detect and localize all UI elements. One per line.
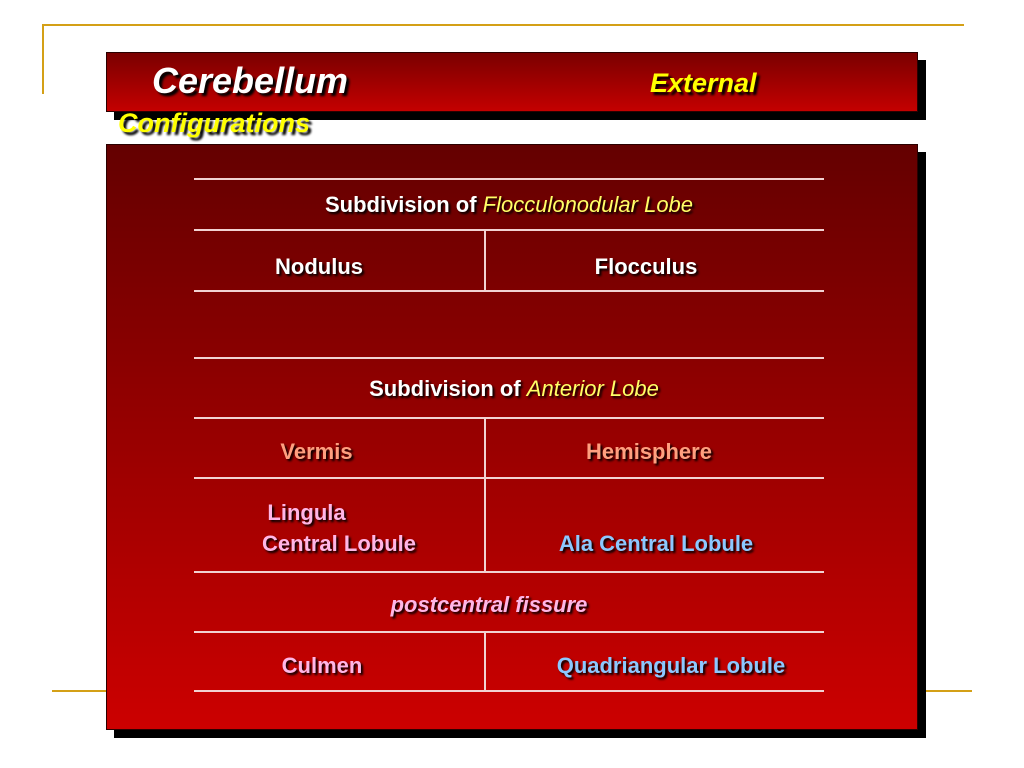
- slide-title: Cerebellum: [152, 60, 349, 101]
- quadriangular-lobule-cell: Quadriangular Lobule: [556, 653, 786, 678]
- nodulus-cell: Nodulus: [275, 254, 363, 279]
- ala-central-lobule-cell: Ala Central Lobule: [558, 531, 754, 556]
- flocculus-cell: Flocculus: [594, 254, 698, 279]
- slide-subtitle-line2: Configurations: [118, 108, 310, 138]
- lobe-name: Flocculonodular Lobe: [482, 192, 694, 217]
- postcentral-fissure-cell: postcentral fissure: [390, 592, 588, 617]
- table-rule: [194, 690, 824, 692]
- table-rule: [194, 229, 824, 231]
- table-rule: [194, 631, 824, 633]
- lingula-cell: Lingula: [267, 500, 346, 525]
- lobe-name: Anterior Lobe: [526, 376, 659, 401]
- decorative-top-line: [42, 24, 964, 26]
- vermis-header: Vermis: [280, 439, 353, 464]
- header-prefix: Subdivision of: [324, 192, 477, 217]
- table-rule: [194, 571, 824, 573]
- culmen-cell: Culmen: [281, 653, 363, 678]
- decorative-left-line: [42, 24, 44, 94]
- table-rule: [194, 357, 824, 359]
- table-rule: [194, 417, 824, 419]
- table-rule: [194, 290, 824, 292]
- slide-subtitle-line1: External: [650, 68, 757, 98]
- header-prefix: Subdivision of: [369, 376, 521, 401]
- table-rule: [194, 178, 824, 180]
- hemisphere-header: Hemisphere: [586, 439, 712, 464]
- central-lobule-cell: Central Lobule: [261, 531, 416, 556]
- flocculonodular-header: [194, 189, 824, 220]
- table-rule: [194, 477, 824, 479]
- anterior-lobe-header: [194, 373, 834, 404]
